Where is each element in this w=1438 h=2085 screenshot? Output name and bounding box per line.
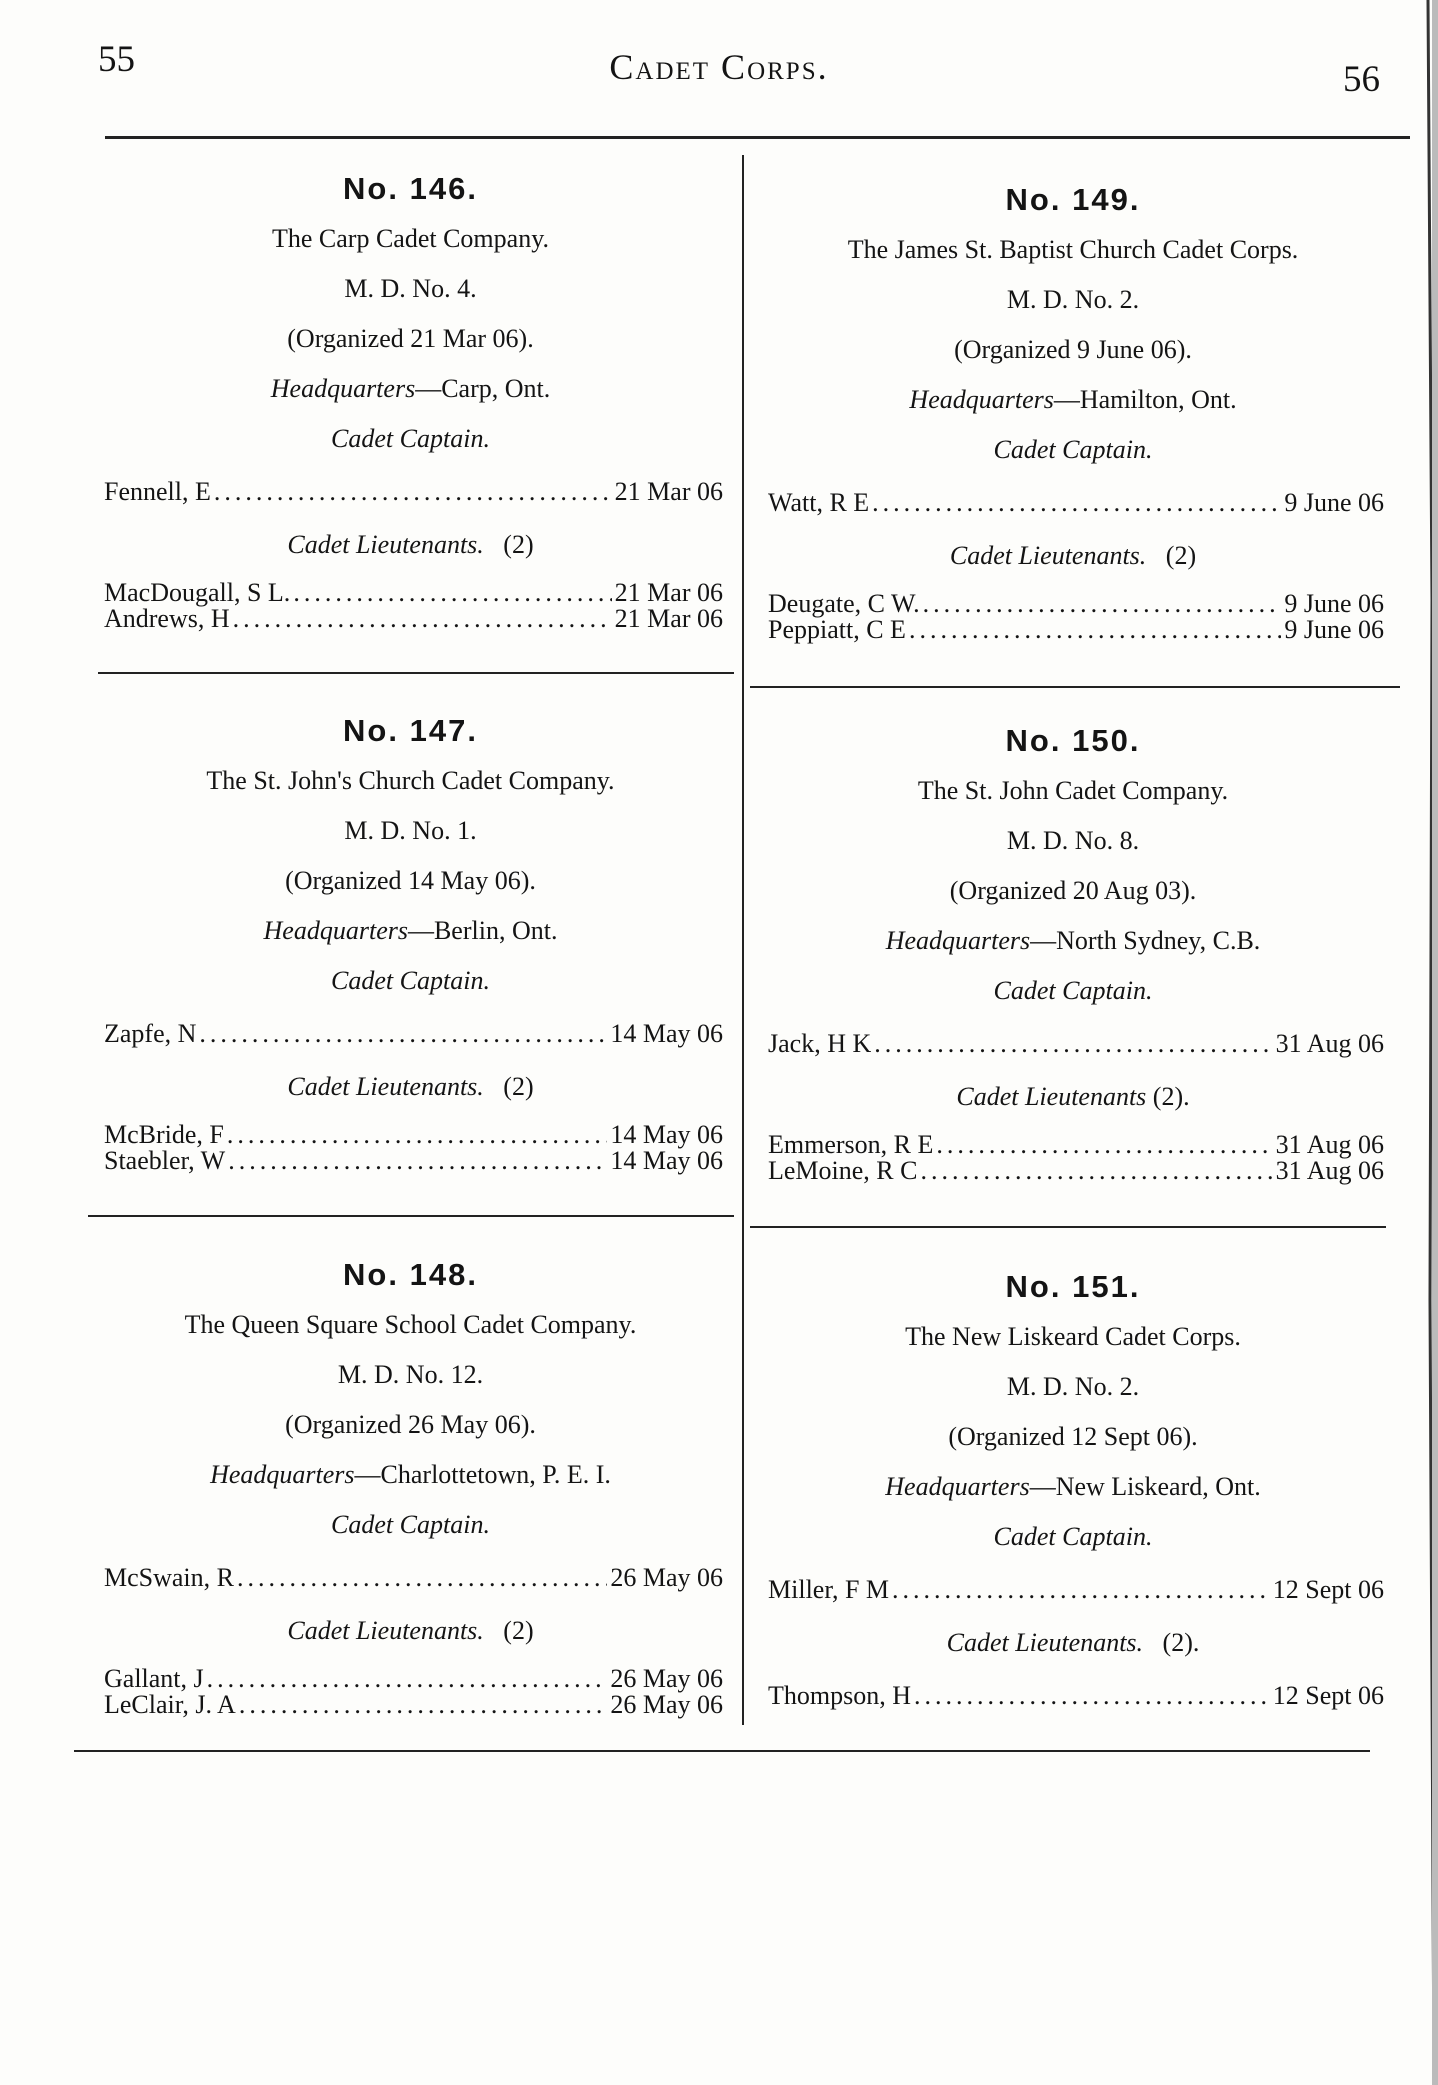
headquarters-value: —Carp, Ont. xyxy=(415,374,551,403)
lieutenants-list xyxy=(88,580,733,632)
organized-date: (Organized 9 June 06). xyxy=(954,335,1192,364)
captain-row xyxy=(752,475,1394,531)
leader-dots xyxy=(921,1158,1273,1184)
lieutenant-date: 31 Aug 06 xyxy=(1275,1130,1384,1159)
lieutenant-row xyxy=(752,617,1394,643)
lieutenants-label: Cadet Lieutenants. xyxy=(287,1072,484,1101)
lieutenants-count: (2). xyxy=(1162,1628,1200,1657)
company-name: The St. John's Church Cadet Company. xyxy=(206,766,615,795)
entry-number: No. 149. xyxy=(1005,182,1141,217)
lieutenant-row xyxy=(88,580,733,606)
leader-dots xyxy=(874,1016,1272,1072)
headquarters xyxy=(88,364,733,414)
lieutenant-date: 14 May 06 xyxy=(610,1146,723,1175)
captain-date: 9 June 06 xyxy=(1284,488,1384,517)
lieutenants-count: (2) xyxy=(1165,541,1197,570)
captain-name: Fennell, E xyxy=(104,477,211,506)
lieutenants-count: (2). xyxy=(1152,1082,1190,1111)
lieutenants-count: (2) xyxy=(503,530,534,559)
lieutenants-heading xyxy=(88,1606,733,1656)
lieutenants-label: Cadet Lieutenants. xyxy=(287,530,484,559)
lieutenant-name: Emmerson, R E xyxy=(768,1130,934,1159)
leader-dots xyxy=(227,1122,607,1148)
lieutenant-date: 26 May 06 xyxy=(610,1690,723,1719)
lieutenant-row xyxy=(752,1668,1394,1724)
lieutenants-list xyxy=(88,1666,733,1718)
lieutenant-row xyxy=(88,1122,733,1148)
right-column xyxy=(752,0,1394,2085)
lieutenant-name: LeClair, J. A xyxy=(104,1690,236,1719)
lieutenant-row xyxy=(752,591,1394,617)
lieutenants-heading xyxy=(752,531,1394,581)
leader-dots xyxy=(914,1668,1270,1724)
entry-number: No. 147. xyxy=(343,713,478,748)
leader-dots xyxy=(199,1006,607,1062)
organized-date: (Organized 12 Sept 06). xyxy=(948,1422,1198,1451)
entry-number: No. 150. xyxy=(1005,723,1141,758)
left-page-number: 55 xyxy=(98,39,135,80)
headquarters xyxy=(88,1450,733,1500)
lieutenant-date: 21 Mar 06 xyxy=(614,604,723,633)
lieutenants-heading xyxy=(88,1062,733,1112)
captain-heading: Cadet Captain. xyxy=(993,435,1153,464)
military-district: M. D. No. 8. xyxy=(1006,826,1140,855)
lieutenant-name: McBride, F xyxy=(104,1120,224,1149)
leader-dots xyxy=(207,1666,608,1692)
lieutenant-date: 9 June 06 xyxy=(1284,615,1384,644)
right-page-number: 56 xyxy=(1343,59,1380,100)
company-name: The Carp Cadet Company. xyxy=(271,224,550,253)
lieutenants-heading xyxy=(752,1618,1394,1668)
lieutenant-name: Andrews, H xyxy=(104,604,230,633)
left-column xyxy=(88,0,733,2085)
leader-dots xyxy=(293,580,611,606)
company-name: The New Liskeard Cadet Corps. xyxy=(905,1322,1241,1351)
entry-number: No. 146. xyxy=(343,171,478,206)
lieutenants-count: (2) xyxy=(503,1072,534,1101)
lieutenant-name: LeMoine, R C xyxy=(768,1156,918,1185)
lieutenant-row xyxy=(752,1158,1394,1184)
entry-148 xyxy=(88,1250,733,1718)
entry-number: No. 151. xyxy=(1005,1269,1141,1304)
entry-147 xyxy=(88,706,733,1174)
lieutenants-heading xyxy=(88,520,733,570)
captain-name: Watt, R E xyxy=(768,488,870,517)
company-name: The Queen Square School Cadet Company. xyxy=(184,1310,637,1339)
lieutenant-row xyxy=(88,606,733,632)
captain-heading: Cadet Captain. xyxy=(993,1522,1153,1551)
headquarters xyxy=(752,916,1394,966)
headquarters-value: —Hamilton, Ont. xyxy=(1053,385,1237,414)
lieutenants-label: Cadet Lieutenants. xyxy=(287,1616,484,1645)
lieutenant-row xyxy=(88,1666,733,1692)
lieutenant-name: Peppiatt, C E xyxy=(768,615,906,644)
leader-dots xyxy=(233,606,612,632)
lieutenants-list xyxy=(752,1132,1394,1184)
captain-date: 21 Mar 06 xyxy=(614,477,723,506)
entry-number: No. 148. xyxy=(343,1257,478,1292)
leader-dots xyxy=(936,1132,1272,1158)
lieutenants-list xyxy=(88,1122,733,1174)
military-district: M. D. No. 2. xyxy=(1006,1372,1140,1401)
lieutenants-list xyxy=(752,591,1394,643)
lieutenant-date: 9 June 06 xyxy=(1284,589,1384,618)
headquarters-label: Headquarters xyxy=(270,374,416,403)
lieutenant-row xyxy=(752,1132,1394,1158)
headquarters-label: Headquarters xyxy=(263,916,408,945)
entry-149 xyxy=(752,175,1394,643)
leader-dots xyxy=(214,464,612,520)
organized-date: (Organized 21 Mar 06). xyxy=(287,324,534,353)
lieutenant-name: MacDougall, S L. xyxy=(104,578,291,607)
military-district: M. D. No. 4. xyxy=(344,274,477,303)
headquarters-value: —Charlottetown, P. E. I. xyxy=(354,1460,611,1489)
lieutenants-label: Cadet Lieutenants xyxy=(956,1082,1147,1111)
lieutenant-date: 12 Sept 06 xyxy=(1272,1681,1384,1710)
captain-date: 12 Sept 06 xyxy=(1272,1575,1384,1604)
headquarters xyxy=(752,375,1394,425)
headquarters-value: —New Liskeard, Ont. xyxy=(1029,1472,1261,1501)
organized-date: (Organized 14 May 06). xyxy=(285,866,536,895)
leader-dots xyxy=(909,617,1281,643)
captain-name: McSwain, R xyxy=(104,1563,234,1592)
captain-date: 26 May 06 xyxy=(610,1563,723,1592)
lieutenant-row xyxy=(88,1692,733,1718)
headquarters-label: Headquarters xyxy=(210,1460,355,1489)
captain-row xyxy=(88,1550,733,1606)
company-name: The St. John Cadet Company. xyxy=(917,776,1229,805)
leader-dots xyxy=(237,1550,607,1606)
leader-dots xyxy=(892,1562,1270,1618)
organized-date: (Organized 20 Aug 03). xyxy=(949,876,1197,905)
lieutenant-date: 14 May 06 xyxy=(610,1120,723,1149)
headquarters xyxy=(88,906,733,956)
captain-name: Miller, F M xyxy=(768,1575,890,1604)
lieutenant-name: Deugate, C W. xyxy=(768,589,920,618)
company-name: The James St. Baptist Church Cadet Corps. xyxy=(847,235,1299,264)
captain-row xyxy=(88,464,733,520)
lieutenant-name: Gallant, J xyxy=(104,1664,204,1693)
center-divider xyxy=(742,155,744,1725)
lieutenant-date: 31 Aug 06 xyxy=(1275,1156,1384,1185)
headquarters xyxy=(752,1462,1394,1512)
captain-name: Jack, H K xyxy=(768,1029,872,1058)
lieutenants-heading xyxy=(752,1072,1394,1122)
lieutenants-label: Cadet Lieutenants. xyxy=(946,1628,1144,1657)
leader-dots xyxy=(228,1148,607,1174)
military-district: M. D. No. 1. xyxy=(344,816,477,845)
captain-name: Zapfe, N xyxy=(104,1019,197,1048)
leader-dots xyxy=(923,591,1282,617)
captain-row xyxy=(752,1562,1394,1618)
lieutenant-date: 21 Mar 06 xyxy=(614,578,723,607)
headquarters-label: Headquarters xyxy=(885,926,1031,955)
captain-heading: Cadet Captain. xyxy=(331,1510,490,1539)
captain-date: 14 May 06 xyxy=(610,1019,723,1048)
organized-date: (Organized 26 May 06). xyxy=(285,1410,536,1439)
entry-151 xyxy=(752,1262,1394,1724)
lieutenant-date: 26 May 06 xyxy=(610,1664,723,1693)
headquarters-label: Headquarters xyxy=(885,1472,1030,1501)
lieutenant-row xyxy=(88,1148,733,1174)
entry-150 xyxy=(752,716,1394,1184)
captain-date: 31 Aug 06 xyxy=(1275,1029,1384,1058)
captain-row xyxy=(752,1016,1394,1072)
leader-dots xyxy=(239,1692,608,1718)
lieutenants-count: (2) xyxy=(503,1616,534,1645)
page-edge-shadow xyxy=(1398,0,1438,2085)
entry-146 xyxy=(88,164,733,632)
military-district: M. D. No. 12. xyxy=(337,1360,484,1389)
captain-row xyxy=(88,1006,733,1062)
running-head-title: Cadet Corps. xyxy=(609,47,829,87)
headquarters-label: Headquarters xyxy=(909,385,1054,414)
lieutenant-name: Staebler, W xyxy=(104,1146,226,1175)
captain-heading: Cadet Captain. xyxy=(331,966,490,995)
headquarters-value: —North Sydney, C.B. xyxy=(1030,926,1261,955)
leader-dots xyxy=(872,475,1281,531)
headquarters-value: —Berlin, Ont. xyxy=(407,916,558,945)
lieutenants-label: Cadet Lieutenants. xyxy=(949,541,1147,570)
military-district: M. D. No. 2. xyxy=(1006,285,1140,314)
captain-heading: Cadet Captain. xyxy=(331,424,490,453)
lieutenant-name: Thompson, H xyxy=(768,1681,911,1710)
captain-heading: Cadet Captain. xyxy=(993,976,1153,1005)
